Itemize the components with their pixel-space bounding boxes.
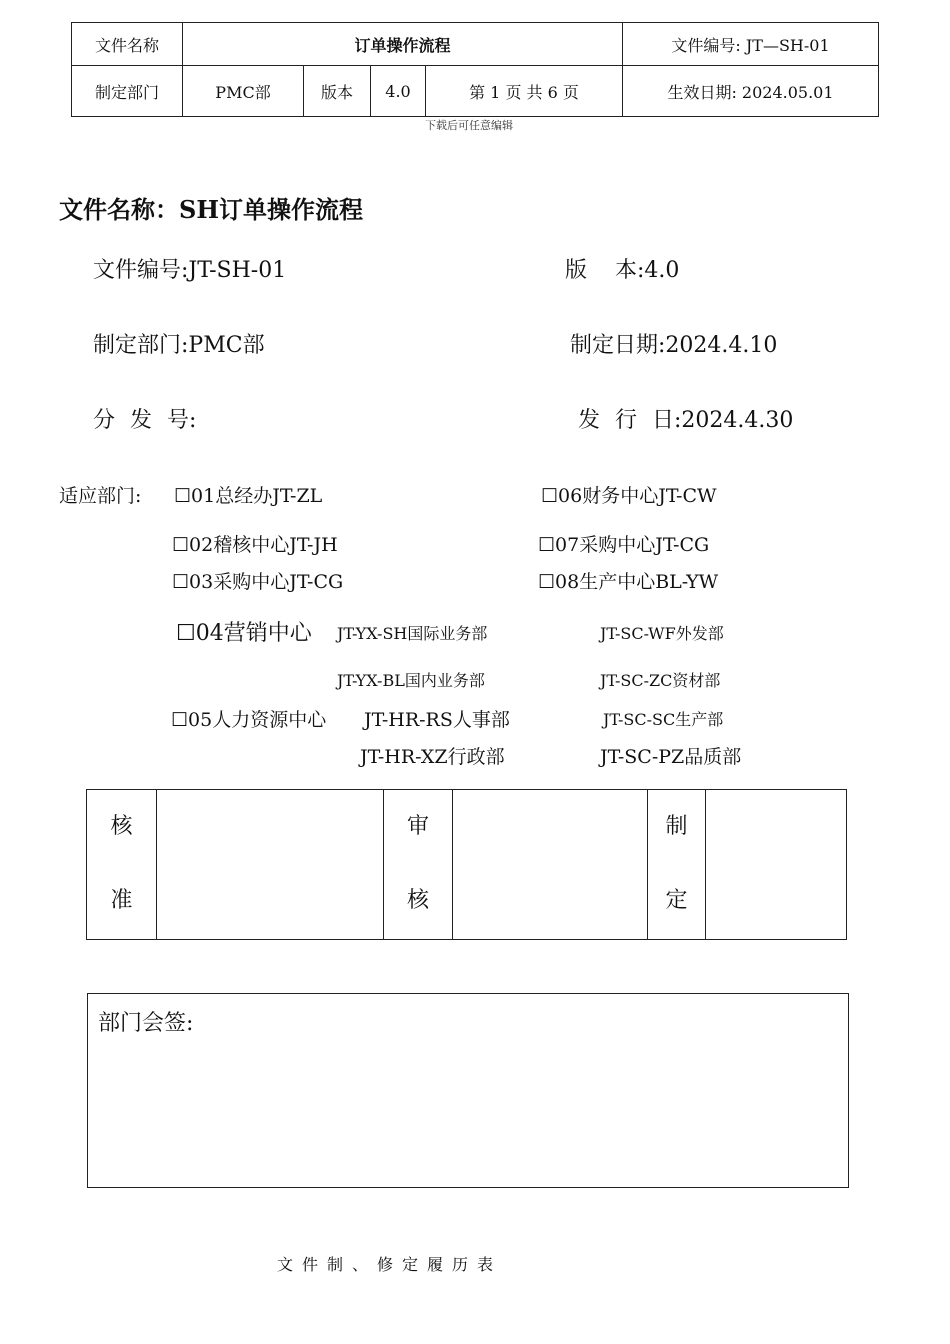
dept-04: ☐04营销中心 xyxy=(176,621,312,646)
approve-label xyxy=(87,790,157,940)
page-info: 第 1 页 共 6 页 xyxy=(426,66,623,117)
meta-issue-date: 发 行 日:2024.4.30 xyxy=(578,408,794,433)
approve-signature-cell[interactable] xyxy=(157,790,384,940)
effective-date: 生效日期: 2024.05.01 xyxy=(623,66,879,117)
file-name-value: 订单操作流程 xyxy=(183,23,623,66)
header-table xyxy=(71,22,879,117)
make-signature-cell[interactable] xyxy=(706,790,847,940)
approve-char-1: 核 xyxy=(110,814,133,839)
approval-table xyxy=(86,789,847,940)
file-code: 文件编号: JT—SH-01 xyxy=(623,23,879,66)
doc-title: 文件名称：SH订单操作流程 xyxy=(59,195,364,224)
meta-dist-no: 分 发 号: xyxy=(93,408,197,433)
dept-08-sub2: JT-SC-ZC资材部 xyxy=(600,671,721,690)
department-sign-label: 部门会签: xyxy=(98,1011,194,1036)
review-signature-cell[interactable] xyxy=(453,790,648,940)
dept-08-sub1: JT-SC-WF外发部 xyxy=(600,624,724,643)
approve-char-2: 准 xyxy=(110,888,133,913)
departments-label: 适应部门: xyxy=(59,485,142,507)
dept-08: ☐08生产中心BL-YW xyxy=(538,571,719,593)
department-sign-box[interactable] xyxy=(87,993,849,1188)
revision-history-title: 文件制、修定履历表 xyxy=(277,1255,503,1274)
dept-03: ☐03采购中心JT-CG xyxy=(172,571,344,593)
dept-08-sub4: JT-SC-PZ品质部 xyxy=(600,746,742,768)
make-label xyxy=(648,790,706,940)
dept-05-sub2: JT-HR-XZ行政部 xyxy=(360,746,505,768)
review-label xyxy=(384,790,453,940)
meta-made-date: 制定日期:2024.4.10 xyxy=(570,333,778,358)
dept-02: ☐02稽核中心JT-JH xyxy=(172,534,338,556)
make-char-2: 定 xyxy=(665,888,688,913)
dept-value: PMC部 xyxy=(183,66,304,117)
dept-04-sub2: JT-YX-BL国内业务部 xyxy=(337,671,485,690)
download-note: 下载后可任意编辑 xyxy=(425,119,513,132)
dept-07: ☐07采购中心JT-CG xyxy=(538,534,710,556)
review-char-2: 核 xyxy=(406,888,429,913)
dept-05: ☐05人力资源中心 xyxy=(171,709,327,731)
dept-08-sub3: JT-SC-SC生产部 xyxy=(603,710,724,729)
dept-04-sub1: JT-YX-SH国际业务部 xyxy=(337,624,488,643)
meta-version: 版 本:4.0 xyxy=(565,258,680,283)
dept-05-sub1: JT-HR-RS人事部 xyxy=(364,709,510,731)
version-value: 4.0 xyxy=(371,66,426,117)
meta-dept: 制定部门:PMC部 xyxy=(93,333,265,358)
version-label: 版本 xyxy=(304,66,371,117)
make-char-1: 制 xyxy=(665,814,688,839)
file-name-label: 文件名称 xyxy=(72,23,183,66)
dept-06: ☐06财务中心JT-CW xyxy=(541,485,717,507)
meta-code: 文件编号:JT-SH-01 xyxy=(93,258,287,283)
dept-01: ☐01总经办JT-ZL xyxy=(174,485,323,507)
dept-label: 制定部门 xyxy=(72,66,183,117)
review-char-1: 审 xyxy=(406,814,429,839)
